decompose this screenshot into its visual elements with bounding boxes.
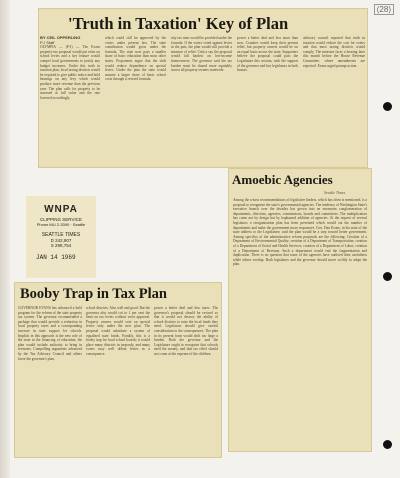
article-column: power a better deal and less taxes. The governor's proposal should be revised so that it would not destroy the ability of school districts to raise the local funds they need. Legislators should give careful consideration to the consequences. The plan in its present form would shift too large a burden. Both the governor and the Legislature ought to recognize that schools need the money, and that tax relief should not come at the expense of the children. (154, 306, 218, 356)
stamp-paper: SEATTLE TIMES (41, 232, 81, 238)
headline: Booby Trap in Tax Plan (20, 286, 167, 302)
article-column: school districts. Also well and good. But the governor also would cut to 1 per cent the limit on tax levies without voter approval. Property owners would vote on special levies only under the new plan. The proposal would substitute a system of equalized state funds. Frankly, this is a booby trap for local school boards; it would place many districts in jeopardy, and many voters may well defeat levies as a consequence. (86, 306, 150, 356)
headline: 'Truth in Taxation' Key of Plan (68, 14, 289, 33)
page-binding (0, 0, 10, 478)
stamp-phone: Phone MU 2-3390 · Seattle (36, 222, 86, 227)
stamp-circulation-sunday: S 298,754 (50, 243, 72, 248)
article-column: power a better deal and less taxes than now. Counties would keep their present relief, but property owners would be on an equal basis across the state. Supporters believe the proposal could pass the Legislature this session, with the support of the governor and key legislators in both houses. (237, 36, 298, 73)
punch-hole (383, 440, 392, 449)
clipping-service-stamp (26, 196, 96, 278)
punch-hole (383, 272, 392, 281)
source-note: Seattle Times (324, 190, 346, 195)
clipping-truth-in-taxation (38, 8, 368, 168)
article-column: which could still be approved by the voters under present law. The state contribution would grow under the formula. The state now pays a smaller share of basic education than most other states. Proponents argue that the shift would reduce dependence on special levies. Under the plan the state would assume a larger share of basic school costs through a revised formula. (105, 36, 166, 82)
headline: Amoebic Agencies (232, 172, 333, 187)
byline-staff: P-I Staff (40, 39, 55, 45)
stamp-date: JAN 14 1969 (36, 254, 76, 261)
article-column: Among the wisest recommendations of legislative leaders, which has often is mentioned, is a proposal to reorganize the state's governmental agencies. The tendency of Washington State's executive branch over the decades has grown into an enormous conglomeration of departments, divisions, agencies, commissions, boards and committees. The multiplication has come not by design but by haphazard addition of agencies. At the request of several legislators a reorganization plan has been presented which would cut the number of departments and make the government more responsive. Gov. Dan Evans, in his state of the state address to the Legislature, said the plan would be a step toward better government. Among specifics of the administrative reform proposals are the following: Creation of a Department of Environmental Quality; creation of a Department of Transportation; creation of a Department of Social and Health Services; creation of a Department of Labor; creation of a Department of Revenue. Such a department would end the fragmentation and duplication. There is no question that some of the agencies have outlived their usefulness while others overlap. Both legislators and the governor should move swiftly to adopt the plan. (233, 198, 367, 267)
clipping-amoebic-agencies (228, 168, 372, 452)
stamp-service: CLIPPING SERVICE (40, 217, 82, 222)
byline: BY CEIL OPPERLING (40, 36, 81, 40)
stamp-circulation-daily: D 242,907 (50, 238, 72, 243)
clipping-booby-trap (14, 282, 222, 458)
article-column: GOVERNOR EVANS has advanced a bold program for the reform of the state property tax system. The governor recommended a package that would provide a reduction in local property taxes and a corresponding increase in state support for schools. Implicit in this approach is the new role of the state in the financing of education; the plan would include authority to bring in revenues. Compelling arguments advanced by the Tax Advisory Council and others favor the governor's plan. (18, 306, 82, 361)
article-column: advisory council reported that truth in taxation would reduce the cost for voters and that most taxing districts would comply. The measure faces a hearing later this month before the House Revenue Committee, where amendments are expected. Evans urged prompt action. (303, 36, 365, 68)
punch-hole (383, 102, 392, 111)
article-column (40, 36, 100, 166)
stamp-name: WNPA (44, 204, 78, 215)
column-text: OLYMPIA — (P-I) — The Evans property-tax proposal would put reins on school levies and a key feature would compel local governments to justify any budget increases. Under this truth in taxation plan, local taxing districts would be required to give public notice and hold hearings on any levy which would produce more revenue than the previous year. The plan calls for property to be assessed at full value and the rate lowered accordingly. (40, 45, 100, 100)
article-column: nity tax rates would be provided under the formula. If the voters voted against levies in the past, the plan would still provide a measure of relief. Critics say the proposal would fall hardest on low-income homeowners. The governor said the tax burden must be shared more equitably across all property owners statewide. (171, 36, 232, 73)
page-number: (28) (374, 4, 394, 15)
